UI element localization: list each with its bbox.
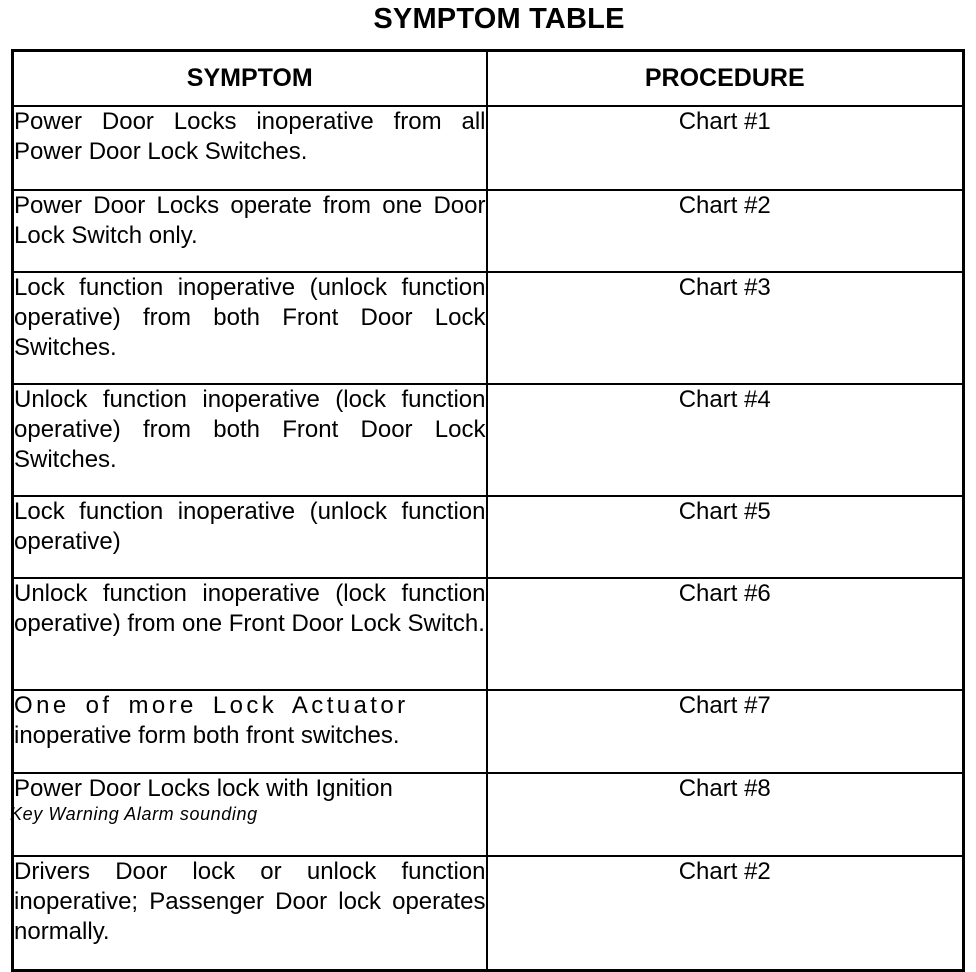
symptom-cell: Unlock function inoperative (lock function operative) from both Front Door Lock Switches. (13, 384, 487, 496)
symptom-italic-note: Key Warning Alarm sounding (10, 804, 258, 824)
procedure-column-header: PROCEDURE (487, 51, 964, 107)
table-header-row (13, 51, 964, 107)
symptom-cell: Unlock function inoperative (lock function operative) from one Front Door Lock Switch. (13, 578, 487, 690)
symptom-column-header: SYMPTOM (13, 51, 487, 107)
procedure-cell: Chart #2 (487, 856, 964, 971)
table-row (13, 384, 964, 496)
symptom-cell (10, 773, 487, 856)
page-title: SYMPTOM TABLE (373, 3, 625, 35)
table-row (13, 773, 964, 856)
symptom-text-line: inoperative form both front switches. (14, 722, 400, 749)
procedure-cell: Chart #4 (487, 384, 964, 496)
table-row (13, 496, 964, 578)
table-row (13, 272, 964, 384)
table-row (13, 190, 964, 272)
procedure-cell: Chart #7 (487, 690, 964, 773)
procedure-cell: Chart #3 (487, 272, 964, 384)
procedure-cell: Chart #2 (487, 190, 964, 272)
symptom-cell: Power Door Locks inoperative from all Power Door Lock Switches. (13, 106, 487, 190)
procedure-cell: Chart #6 (487, 578, 964, 690)
symptom-cell (13, 690, 487, 773)
symptom-cell: Drivers Door lock or unlock function inoperative; Passenger Door lock operates normally. (13, 856, 487, 971)
procedure-cell: Chart #1 (487, 106, 964, 190)
table-row (13, 578, 964, 690)
symptom-cell: Lock function inoperative (unlock function operative) from both Front Door Lock Switches. (13, 272, 487, 384)
symptom-cell: Power Door Locks operate from one Door Lock Switch only. (13, 190, 487, 272)
procedure-cell: Chart #8 (487, 773, 964, 856)
symptom-text-line: Power Door Locks lock with Ignition (14, 775, 393, 802)
table-row (13, 856, 964, 971)
procedure-cell: Chart #5 (487, 496, 964, 578)
symptom-text-line: One of more Lock Actuator (14, 692, 409, 719)
table-row (13, 690, 964, 773)
symptom-table (11, 49, 965, 972)
symptom-cell: Lock function inoperative (unlock function operative) (13, 496, 487, 578)
table-row (13, 106, 964, 190)
